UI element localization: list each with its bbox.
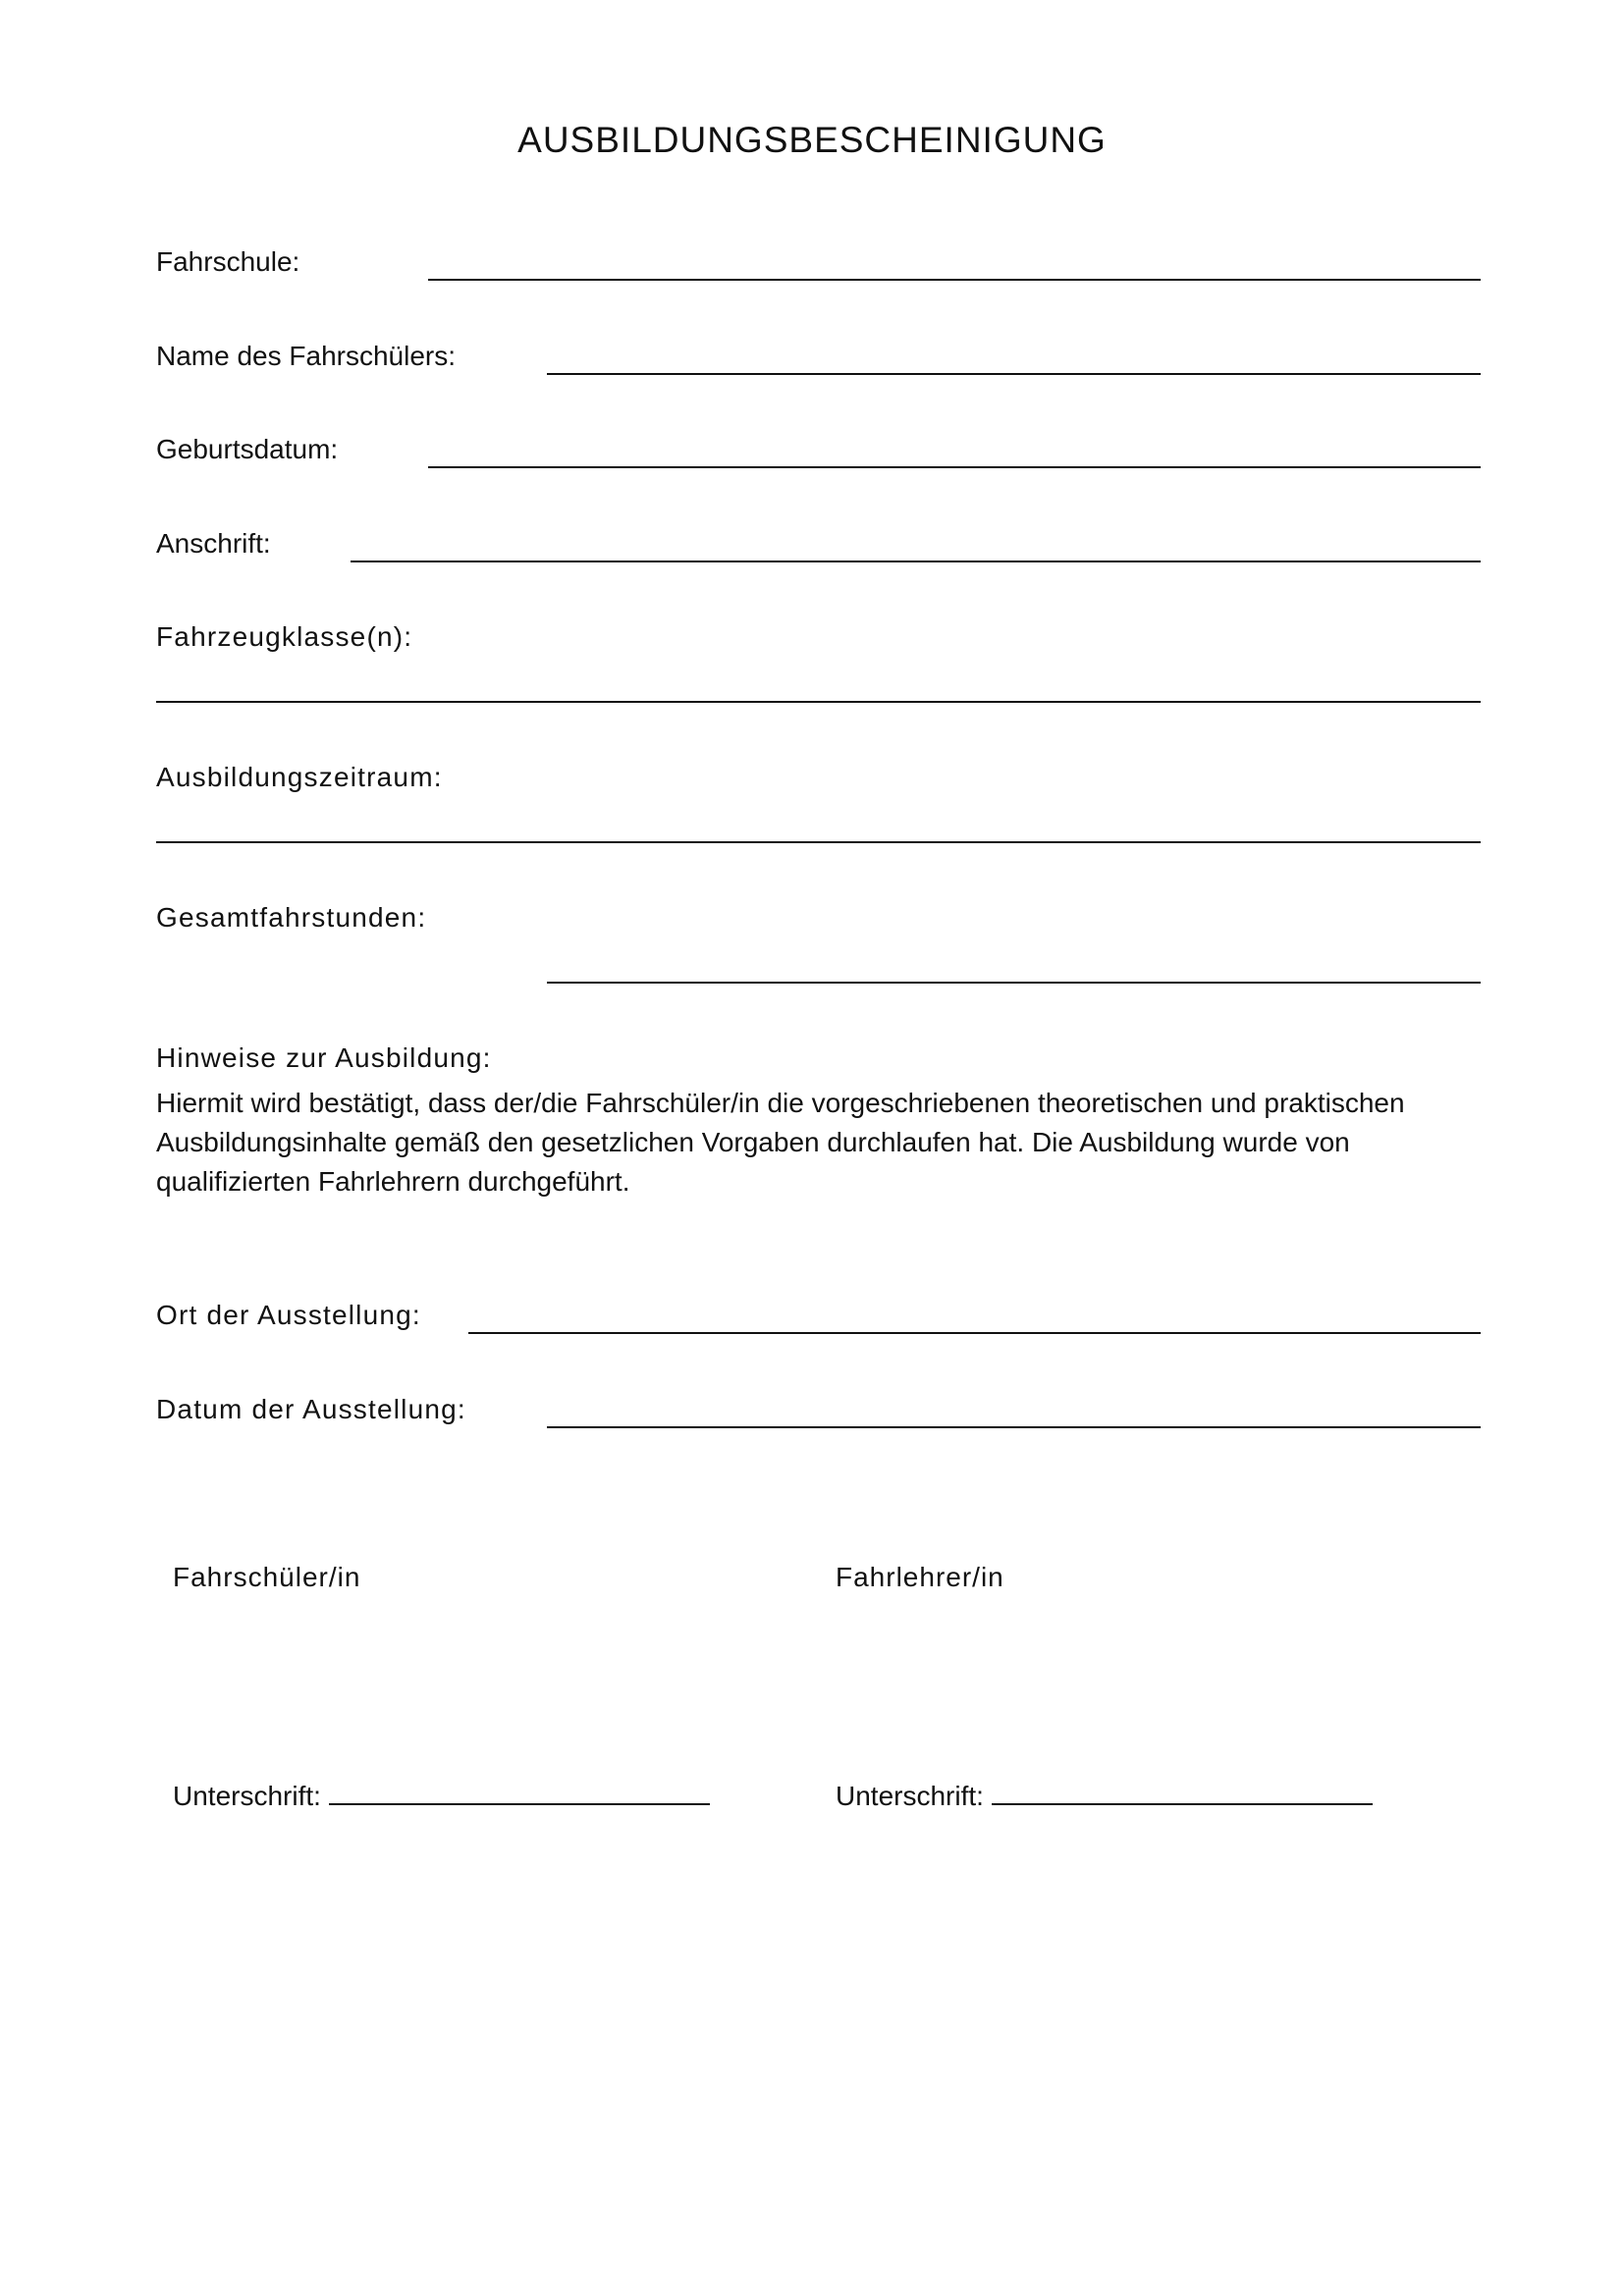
instructor-signature-row [836,1780,1373,1813]
anschrift-label: Anschrift: [156,528,271,559]
issue-place-field-line[interactable] [468,1332,1481,1334]
ausbildungszeitraum-label: Ausbildungszeitraum: [156,762,443,792]
gesamtfahrstunden-label: Gesamtfahrstunden: [156,902,427,933]
student-signature-label: Unterschrift: [173,1781,321,1811]
geburtsdatum-field-line[interactable] [428,466,1481,468]
student-role-label: Fahrschüler/in [173,1562,361,1592]
name-label: Name des Fahrschülers: [156,341,457,371]
fahrzeugklassen-label: Fahrzeugklasse(n): [156,621,413,652]
issue-date-field-line[interactable] [547,1426,1481,1428]
name-field-line[interactable] [547,373,1481,375]
instructor-signature-line[interactable] [992,1803,1373,1805]
instructor-role-label: Fahrlehrer/in [836,1562,1004,1592]
issue-place-label: Ort der Ausstellung: [156,1300,421,1330]
notes-text: Hiermit wird bestätigt, dass der/die Fahrschüler/in die vorgeschriebenen theoretischen und praktischen Ausbildungsinhalte gemäß den gesetzlichen Vorgaben durchlaufen hat. Die Ausbildung wurde von qualifizierten Fahrlehrern durchgeführt. [156,1088,1405,1197]
issue-date-label: Datum der Ausstellung: [156,1394,466,1424]
fahrschule-field-line[interactable] [428,279,1481,281]
notes-heading: Hinweise zur Ausbildung: [156,1042,492,1073]
gesamtfahrstunden-field-line[interactable] [547,982,1481,984]
fahrzeugklassen-field-line[interactable] [156,701,1481,703]
document-title: AUSBILDUNGSBESCHEINIGUNG [517,120,1107,160]
anschrift-field-line[interactable] [351,561,1481,562]
fahrschule-label: Fahrschule: [156,246,300,277]
student-signature-line[interactable] [329,1803,710,1805]
instructor-signature-label: Unterschrift: [836,1781,984,1811]
student-signature-row [173,1780,710,1813]
geburtsdatum-label: Geburtsdatum: [156,434,339,464]
ausbildungszeitraum-field-line[interactable] [156,841,1481,843]
